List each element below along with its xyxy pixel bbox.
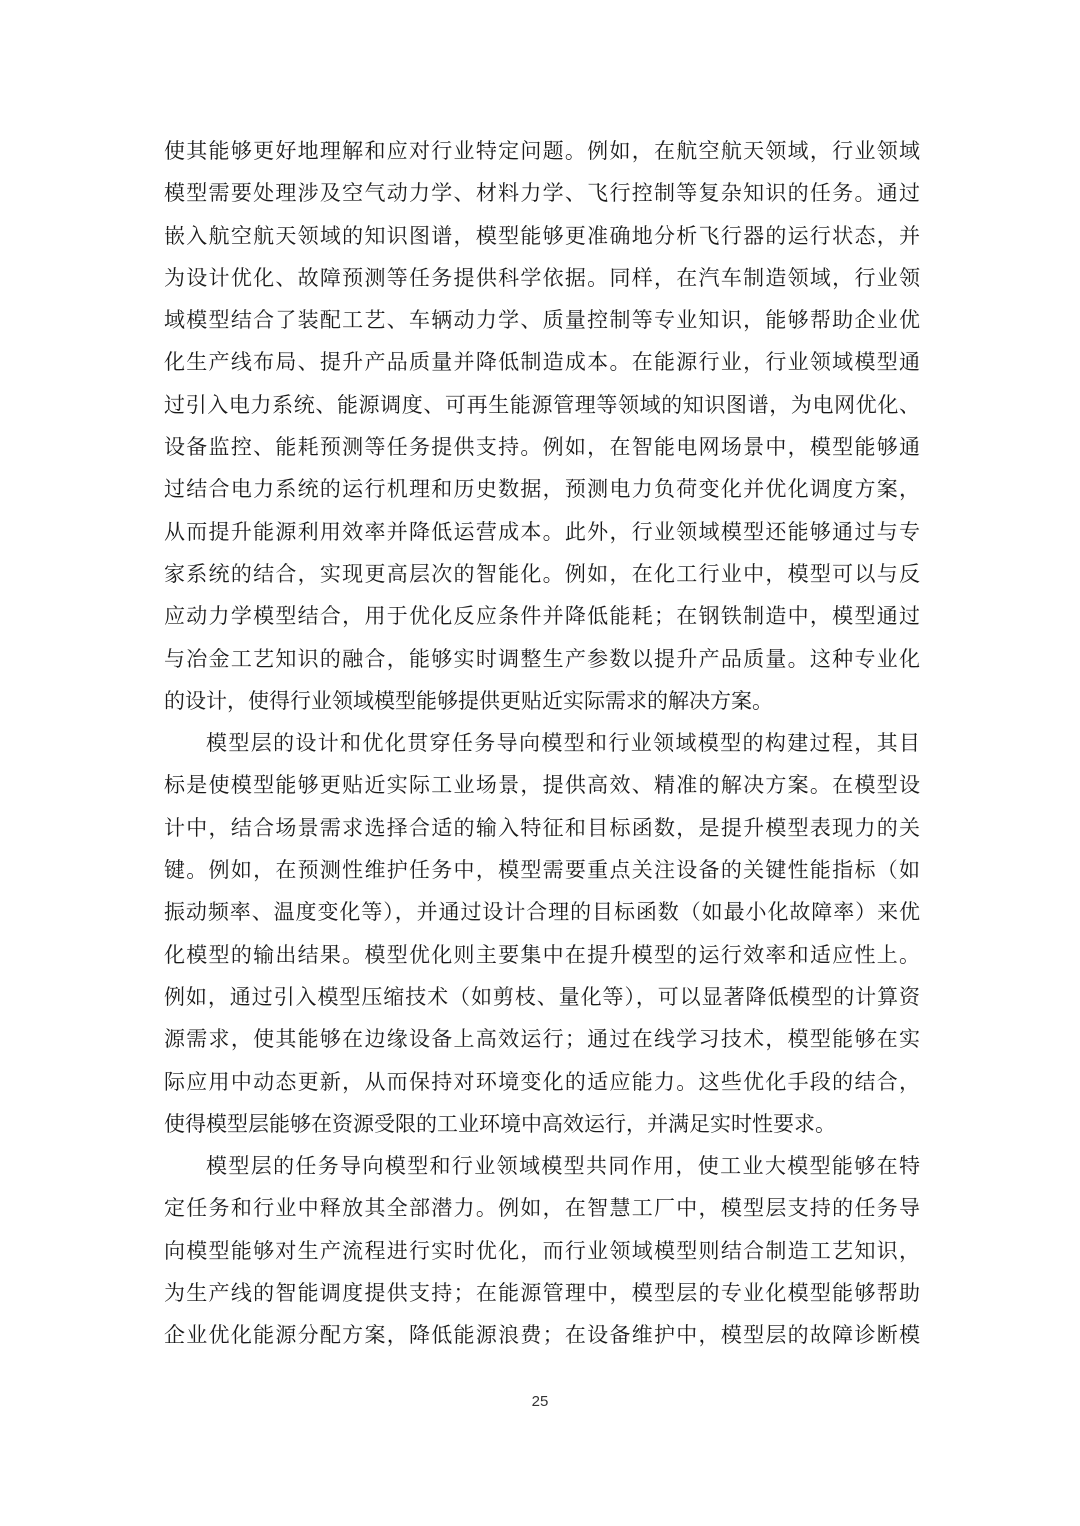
- page-number: 25: [531, 1393, 549, 1410]
- text-line: 设备监控、能耗预测等任务提供支持。例如，在智能电网场景中，模型能够通: [164, 435, 920, 460]
- text-line: 定任务和行业中释放其全部潜力。例如，在智慧工厂中，模型层支持的任务导: [164, 1196, 920, 1221]
- text-line: 化生产线布局、提升产品质量并降低制造成本。在能源行业，行业领域模型通: [164, 350, 920, 375]
- text-line: 振动频率、温度变化等），并通过设计合理的目标函数（如最小化故障率）来优: [164, 900, 920, 925]
- text-line: 应动力学模型结合，用于优化反应条件并降低能耗；在钢铁制造中，模型通过: [164, 604, 920, 629]
- text-line: 模型层的任务导向模型和行业领域模型共同作用，使工业大模型能够在特: [206, 1154, 920, 1179]
- text-line: 企业优化能源分配方案，降低能源浪费；在设备维护中，模型层的故障诊断模: [164, 1323, 920, 1348]
- text-line: 键。例如，在预测性维护任务中，模型需要重点关注设备的关键性能指标（如: [164, 858, 920, 883]
- text-line: 际应用中动态更新，从而保持对环境变化的适应能力。这些优化手段的结合，: [164, 1069, 920, 1094]
- text-line: 为生产线的智能调度提供支持；在能源管理中，模型层的专业化模型能够帮助: [164, 1281, 920, 1306]
- body-text: [164, 130, 920, 1357]
- text-line: 使得模型层能够在资源受限的工业环境中高效运行，并满足实时性要求。: [164, 1111, 836, 1136]
- text-line: 过引入电力系统、能源调度、可再生能源管理等领域的知识图谱，为电网优化、: [164, 392, 920, 417]
- text-line: 域模型结合了装配工艺、车辆动力学、质量控制等专业知识，能够帮助企业优: [164, 308, 920, 333]
- text-line: 嵌入航空航天领域的知识图谱，模型能够更准确地分析飞行器的运行状态，并: [164, 223, 920, 248]
- paragraph: [164, 130, 920, 722]
- text-line: 家系统的结合，实现更高层次的智能化。例如，在化工行业中，模型可以与反: [164, 561, 920, 586]
- text-line: 模型层的设计和优化贯穿任务导向模型和行业领域模型的构建过程，其目: [206, 731, 920, 756]
- text-line: 例如，通过引入模型压缩技术（如剪枝、量化等），可以显著降低模型的计算资: [164, 984, 920, 1009]
- text-line: 为设计优化、故障预测等任务提供科学依据。同样，在汽车制造领域，行业领: [164, 265, 920, 290]
- text-line: 的设计，使得行业领域模型能够提供更贴近实际需求的解决方案。: [164, 688, 773, 713]
- text-line: 源需求，使其能够在边缘设备上高效运行；通过在线学习技术，模型能够在实: [164, 1027, 920, 1052]
- text-line: 化模型的输出结果。模型优化则主要集中在提升模型的运行效率和适应性上。: [164, 942, 920, 967]
- text-line: 过结合电力系统的运行机理和历史数据，预测电力负荷变化并优化调度方案，: [164, 477, 920, 502]
- text-line: 模型需要处理涉及空气动力学、材料力学、飞行控制等复杂知识的任务。通过: [164, 181, 920, 206]
- text-line: 计中，结合场景需求选择合适的输入特征和目标函数，是提升模型表现力的关: [164, 815, 920, 840]
- text-line: 标是使模型能够更贴近实际工业场景，提供高效、精准的解决方案。在模型设: [164, 773, 920, 798]
- text-line: 从而提升能源利用效率并降低运营成本。此外，行业领域模型还能够通过与专: [164, 519, 920, 544]
- paragraph: [164, 722, 920, 1145]
- text-line: 使其能够更好地理解和应对行业特定问题。例如，在航空航天领域，行业领域: [164, 139, 920, 163]
- paragraph: [164, 1145, 920, 1356]
- text-line: 与冶金工艺知识的融合，能够实时调整生产参数以提升产品质量。这种专业化: [164, 646, 920, 671]
- text-line: 向模型能够对生产流程进行实时优化，而行业领域模型则结合制造工艺知识，: [164, 1238, 920, 1263]
